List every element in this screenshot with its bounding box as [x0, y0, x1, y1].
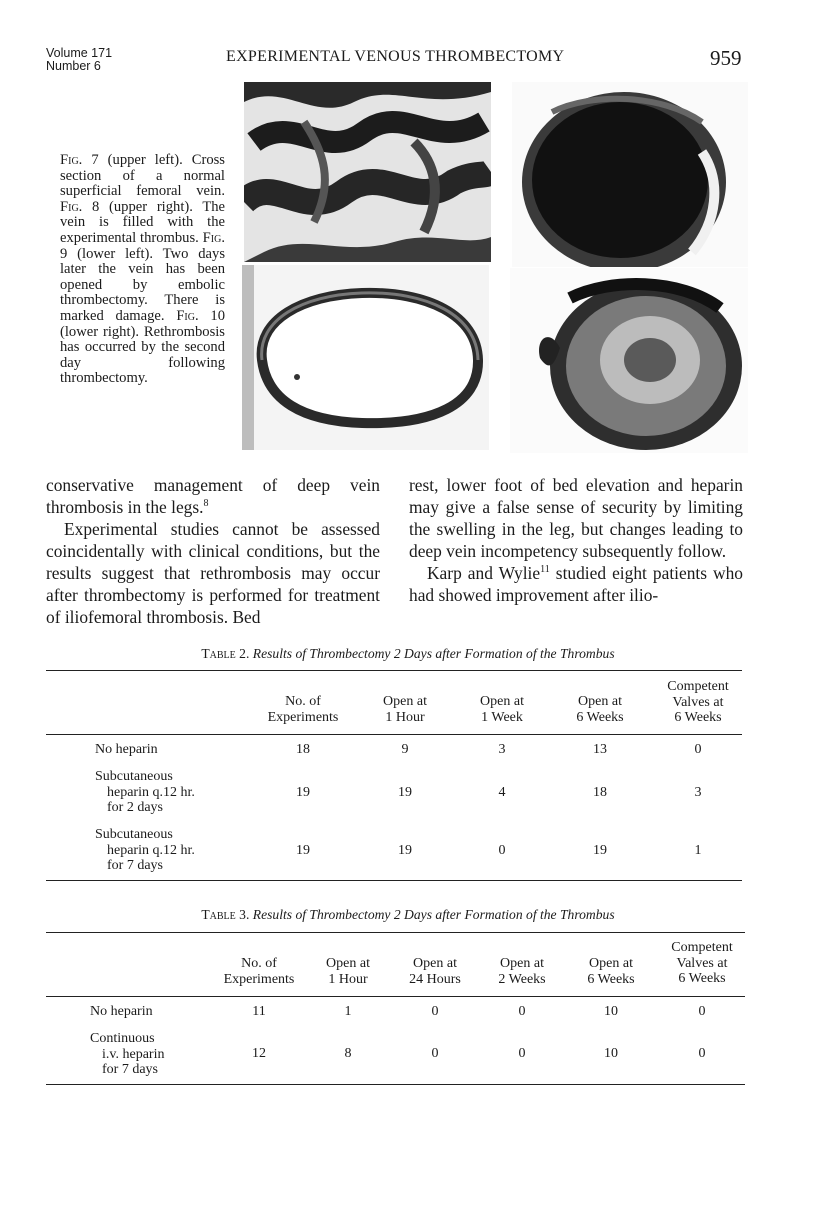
t3-h1-l2: 1 Hour: [328, 971, 368, 987]
t2-h0-l1: No. of: [285, 694, 321, 709]
t2-h1-l2: 1 Hour: [385, 709, 425, 725]
right-paragraph-2: [409, 562, 743, 606]
t3-h0-l1: No. of: [241, 956, 277, 971]
t3-h4-l1: Open at: [589, 956, 633, 971]
table3-label: Table 3.: [201, 907, 250, 922]
right-paragraph-1: rest, lower foot of bed elevation and heparin may give a false sense of security by limiting the swelling in the leg, but changes leading to deep vein incompetency subsequently follow.: [409, 475, 743, 561]
t3-row1-2-weeks: 0: [518, 1004, 526, 1019]
t2-row3-experiments: 19: [296, 843, 310, 858]
figure-caption: [60, 153, 225, 387]
t3-header-1-hour: [310, 956, 386, 987]
t2-h2-l2: 1 Week: [481, 709, 523, 725]
t3-row2-valves: 0: [698, 1046, 706, 1061]
table2-top-rule: [46, 670, 742, 671]
table3-title: Results of Thrombectomy 2 Days after Formation of the Thrombus: [252, 907, 615, 922]
fig8-label: Fig. 8: [60, 198, 100, 215]
t3-row1-1-hour: 1: [344, 1004, 352, 1019]
body-right-column: [409, 474, 743, 606]
t2-h3-l1: Open at: [578, 694, 622, 709]
t2-h0-l2: Experiments: [267, 709, 339, 725]
t3-row2-6-weeks: 10: [604, 1046, 618, 1061]
t2-row2-valves: 3: [694, 785, 702, 800]
fig10-label: Fig. 10: [176, 307, 225, 324]
t2-r2-label-l1: Subcutaneous: [95, 769, 173, 784]
table2-title: Results of Thrombectomy 2 Days after Formation of the Thrombus: [252, 646, 615, 661]
t3-h2-l2: 24 Hours: [409, 971, 461, 987]
fig9-label: Fig. 9: [60, 229, 225, 262]
t3-row1-24-hours: 0: [431, 1004, 439, 1019]
left-p1-text: conservative management of deep vein thrombosis in the legs.: [46, 475, 380, 517]
t2-header-1-hour: [362, 694, 448, 725]
t2-row1-1-hour: 9: [401, 742, 409, 757]
t3-header-24-hours: [394, 956, 476, 987]
t3-header-experiments: [212, 956, 306, 987]
figure-10-micrograph: [510, 268, 748, 453]
t2-h4-l3: 6 Weeks: [674, 710, 722, 725]
t2-header-competent-valves: [651, 679, 745, 726]
t3-r2-label-l2: i.v. heparin: [102, 1046, 165, 1062]
t3-r1-label-l1: No heparin: [90, 1004, 153, 1019]
table3-caption: [0, 907, 816, 923]
table2-header-rule: [46, 734, 742, 735]
t2-h2-l1: Open at: [480, 694, 524, 709]
t3-row1-6-weeks: 10: [604, 1004, 618, 1019]
running-header-volume: [46, 47, 112, 73]
t3-header-6-weeks: [570, 956, 652, 987]
t2-row2-experiments: 19: [296, 785, 310, 800]
t2-h4-l2: Valves at: [672, 694, 724, 710]
table2-caption: [0, 646, 816, 662]
number-label: Number 6: [46, 59, 101, 73]
t3-row1-label: [90, 1004, 153, 1020]
body-left-column: [46, 474, 380, 628]
fig8-text: (upper right). The vein is filled with the experimental thrombus.: [60, 198, 226, 246]
t3-r2-label-l1: Continuous: [90, 1031, 155, 1046]
table2-label: Table 2.: [201, 646, 250, 661]
table2-bottom-rule: [46, 880, 742, 881]
t3-h4-l2: 6 Weeks: [587, 971, 635, 987]
table3-top-rule: [46, 932, 745, 933]
t2-r2-label-l3: for 2 days: [107, 800, 163, 815]
fig10-text: (lower right). Rethrombosis has occurred by the second day following thrombectomy.: [60, 323, 225, 387]
t3-r2-label-l3: for 7 days: [102, 1062, 158, 1077]
t2-row1-experiments: 18: [296, 742, 310, 757]
t2-r2-label-l2: heparin q.12 hr.: [107, 784, 195, 800]
t3-row2-label: [90, 1031, 164, 1078]
running-header-title: EXPERIMENTAL VENOUS THROMBECTOMY: [226, 48, 565, 65]
reference-8: 8: [203, 498, 209, 510]
figure-8-micrograph: [512, 82, 748, 267]
t2-r3-label-l3: for 7 days: [107, 858, 163, 873]
t3-h1-l1: Open at: [326, 956, 370, 971]
volume-label: Volume 171: [46, 46, 113, 60]
figure-7-micrograph: [244, 82, 491, 262]
table3-header-rule: [46, 996, 745, 997]
t3-h5-l2: Valves at: [676, 955, 728, 971]
reference-11: 11: [540, 564, 550, 576]
fig9-text: (lower left). Two days later the vein has been opened by embolic thrombectomy. There is marked damage.: [60, 245, 225, 324]
t2-row3-label: [95, 827, 195, 874]
t3-header-2-weeks: [482, 956, 562, 987]
right-p2-text-b: studied eight patients who had showed improvement after ilio-: [409, 563, 743, 605]
t2-row2-1-hour: 19: [398, 785, 412, 800]
t2-row3-1-hour: 19: [398, 843, 412, 858]
t2-row1-label: [95, 742, 158, 758]
t3-row2-24-hours: 0: [431, 1046, 439, 1061]
right-p2-text-a: Karp and Wylie: [427, 563, 541, 583]
t2-h4-l1: Competent: [667, 679, 729, 694]
t2-r1-label-l1: No heparin: [95, 742, 158, 757]
t2-header-experiments: [253, 694, 353, 725]
fig7-text: (upper left). Cross section of a normal superficial femoral vein.: [60, 152, 225, 200]
t2-row2-6-weeks: 18: [593, 785, 607, 800]
t3-row2-1-hour: 8: [344, 1046, 352, 1061]
t3-h5-l1: Competent: [671, 940, 733, 955]
left-paragraph-2: Experimental studies cannot be assessed coincidentally with clinical conditions, but the results suggest that rethrombosis may occur after thrombectomy is performed for treatment of iliofemoral thrombosis. Bed: [46, 519, 380, 627]
t2-row1-valves: 0: [694, 742, 702, 757]
t3-h3-l1: Open at: [500, 956, 544, 971]
t2-row3-valves: 1: [694, 843, 702, 858]
table3-bottom-rule: [46, 1084, 745, 1085]
t2-h3-l2: 6 Weeks: [576, 709, 624, 725]
t2-r3-label-l1: Subcutaneous: [95, 827, 173, 842]
t3-h3-l2: 2 Weeks: [498, 971, 546, 987]
t3-h5-l3: 6 Weeks: [678, 971, 726, 986]
t2-header-1-week: [459, 694, 545, 725]
t2-header-6-weeks: [557, 694, 643, 725]
figure-9-micrograph: [242, 265, 489, 450]
t2-row3-6-weeks: 19: [593, 843, 607, 858]
t3-header-competent-valves: [656, 940, 748, 987]
left-paragraph-1: [46, 474, 380, 518]
t2-row2-label: [95, 769, 195, 816]
t3-row1-experiments: 11: [252, 1004, 266, 1019]
t3-row2-2-weeks: 0: [518, 1046, 526, 1061]
t3-row1-valves: 0: [698, 1004, 706, 1019]
t2-row1-6-weeks: 13: [593, 742, 607, 757]
t3-row2-experiments: 12: [252, 1046, 266, 1061]
t2-row3-1-week: 0: [498, 843, 506, 858]
t2-row2-1-week: 4: [498, 785, 506, 800]
t3-h0-l2: Experiments: [223, 971, 295, 987]
page-number: 959: [710, 46, 742, 70]
t3-h2-l1: Open at: [413, 956, 457, 971]
t2-h1-l1: Open at: [383, 694, 427, 709]
fig7-label: Fig. 7: [60, 152, 99, 168]
t2-row1-1-week: 3: [498, 742, 506, 757]
t2-r3-label-l2: heparin q.12 hr.: [107, 842, 195, 858]
